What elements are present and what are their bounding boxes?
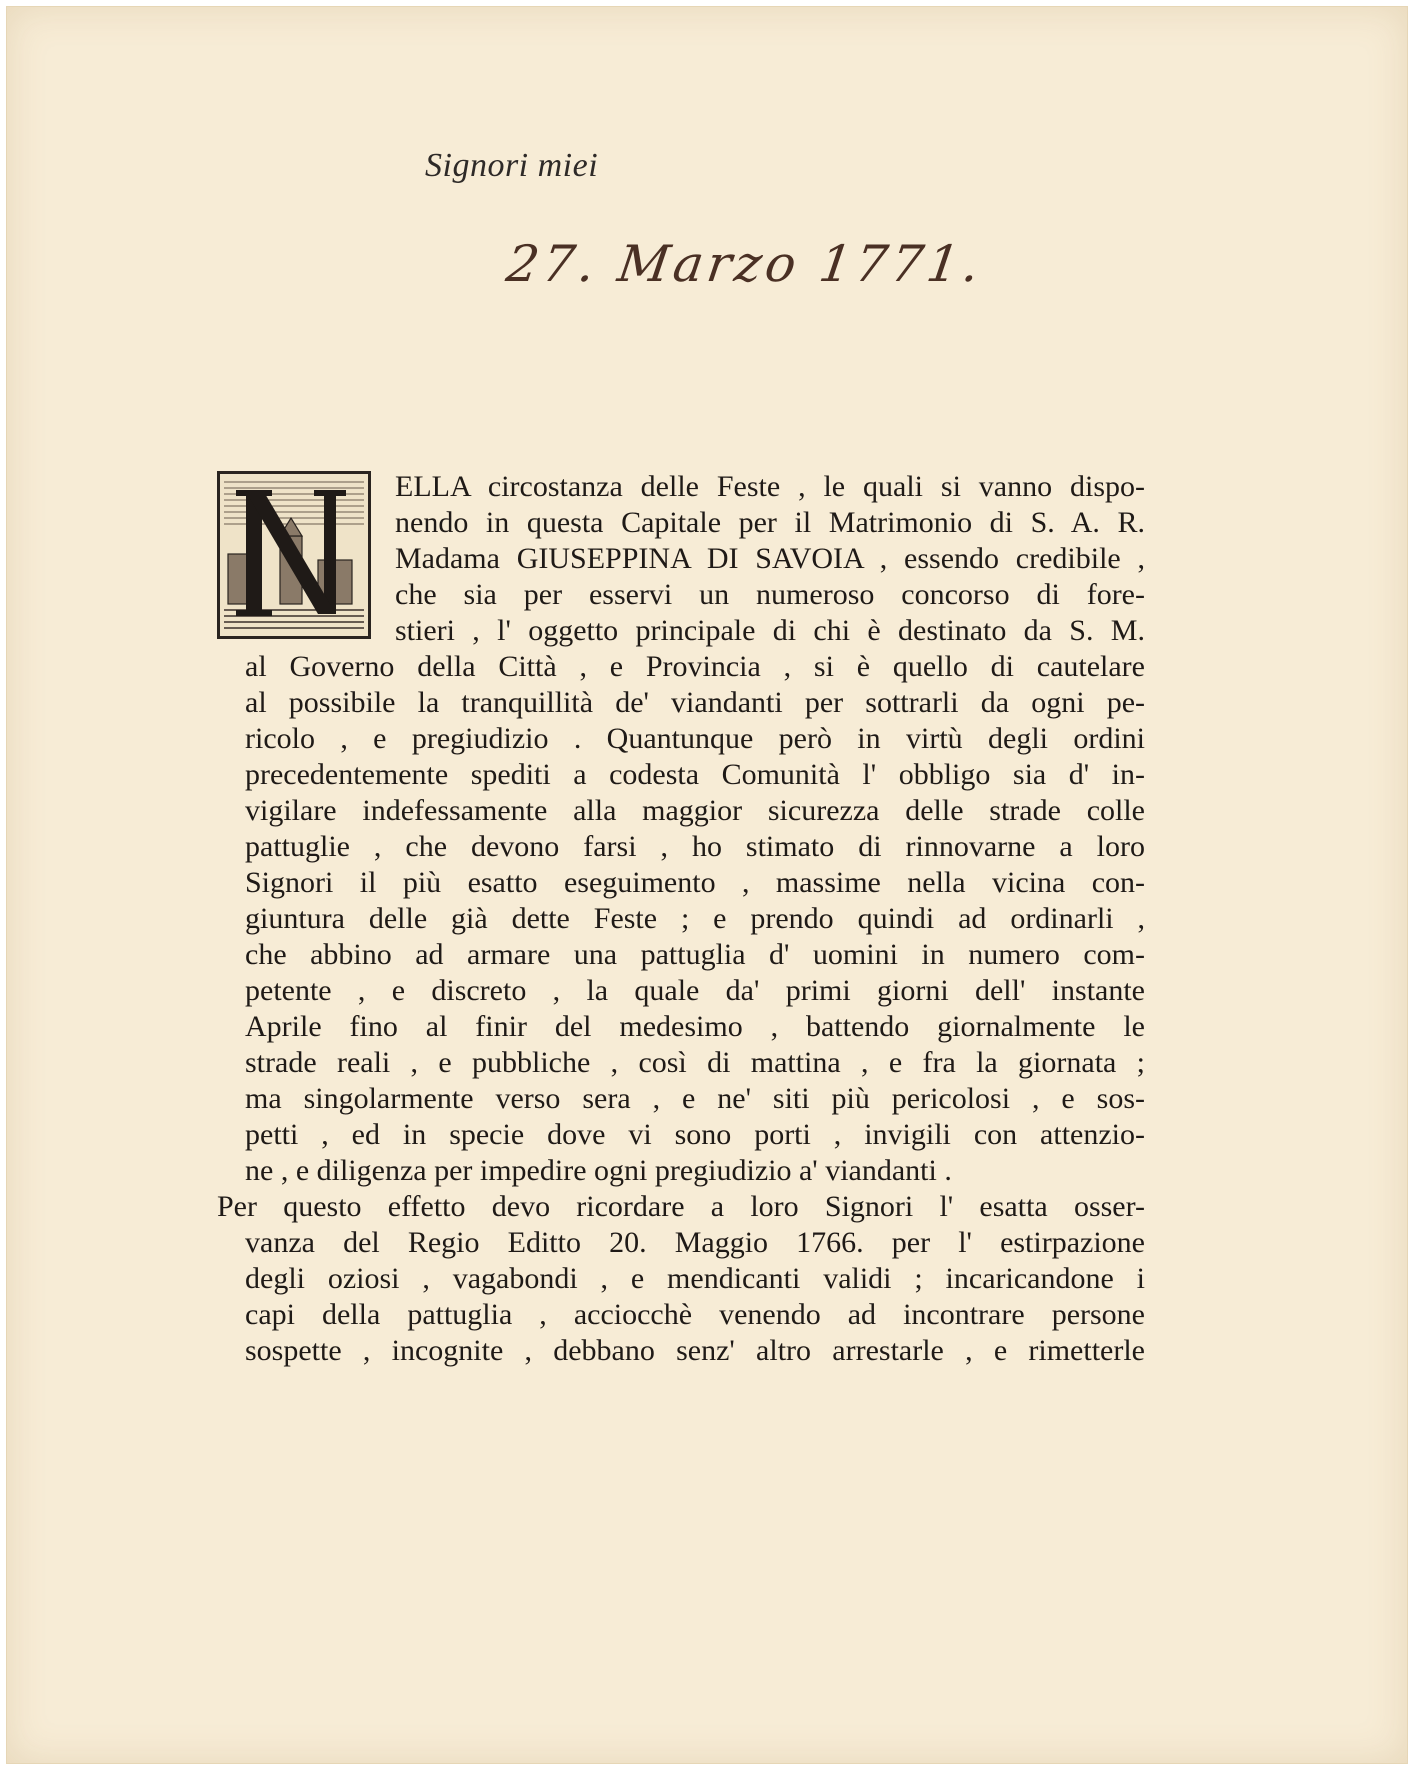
text-line: degli oziosi , vagabondi , e mendicanti validi ; incaricandone i xyxy=(245,1262,1145,1295)
text-line: petente , e discreto , la quale da' primi giorni dell' instante xyxy=(245,974,1145,1007)
text-line: strade reali , e pubbliche , così di mattina , e fra la giornata ; xyxy=(245,1046,1145,1079)
text-line: pattuglie , che devono farsi , ho stimato di rinnovarne a loro xyxy=(245,830,1145,863)
text-line: Madama GIUSEPPINA DI SAVOIA , essendo credibile , xyxy=(395,542,1145,575)
text-line: Aprile fino al finir del medesimo , battendo giornalmente le xyxy=(245,1010,1145,1043)
handwritten-date: 27. Marzo 1771. xyxy=(502,235,987,293)
text-line: giuntura delle già dette Feste ; e prendo quindi ad ordinarli , xyxy=(245,902,1145,935)
text-line: Per questo effetto devo ricordare a loro Signori l' esatta osser- xyxy=(217,1190,1145,1223)
text-line: che sia per esservi un numeroso concorso di fore- xyxy=(395,578,1145,611)
text-line: petti , ed in specie dove vi sono porti , invigili con attenzio- xyxy=(245,1118,1145,1151)
text-line: ma singolarmente verso sera , e ne' siti più pericolosi , e sos- xyxy=(245,1082,1145,1115)
text-line: stieri , l' oggetto principale di chi è destinato da S. M. xyxy=(395,614,1145,647)
text-line: vigilare indefessamente alla maggior sicurezza delle strade colle xyxy=(245,794,1145,827)
text-line: ne , e diligenza per impedire ogni pregiudizio a' viandanti . xyxy=(245,1154,952,1187)
text-line: ricolo , e pregiudizio . Quantunque però in virtù degli ordini xyxy=(245,722,1145,755)
text-line: sospette , incognite , debbano senz' altro arrestarle , e rimetterle xyxy=(245,1334,1145,1367)
body-text xyxy=(217,469,1145,1369)
text-line: ELLA circostanza delle Feste , le quali si vanno dispo- xyxy=(395,470,1145,503)
text-line: al Governo della Città , e Provincia , si è quello di cautelare xyxy=(245,650,1145,683)
text-line: al possibile la tranquillità de' viandanti per sottrarli da ogni pe- xyxy=(245,686,1145,719)
text-line: Signori il più esatto eseguimento , massime nella vicina con- xyxy=(245,866,1145,899)
text-line: che abbino ad armare una pattuglia d' uomini in numero com- xyxy=(245,938,1145,971)
salutation: Signori miei xyxy=(425,147,599,184)
paragraph-2 xyxy=(217,1189,1145,1369)
text-line: vanza del Regio Editto 20. Maggio 1766. per l' estirpazione xyxy=(245,1226,1145,1259)
text-line: nendo in questa Capitale per il Matrimonio di S. A. R. xyxy=(395,506,1145,539)
text-line: capi della pattuglia , acciocchè venendo ad incontrare persone xyxy=(245,1298,1145,1331)
paragraph-1 xyxy=(245,469,1145,1189)
text-line: precedentemente spediti a codesta Comunità l' obbligo sia d' in- xyxy=(245,758,1145,791)
document-sheet xyxy=(6,6,1408,1764)
